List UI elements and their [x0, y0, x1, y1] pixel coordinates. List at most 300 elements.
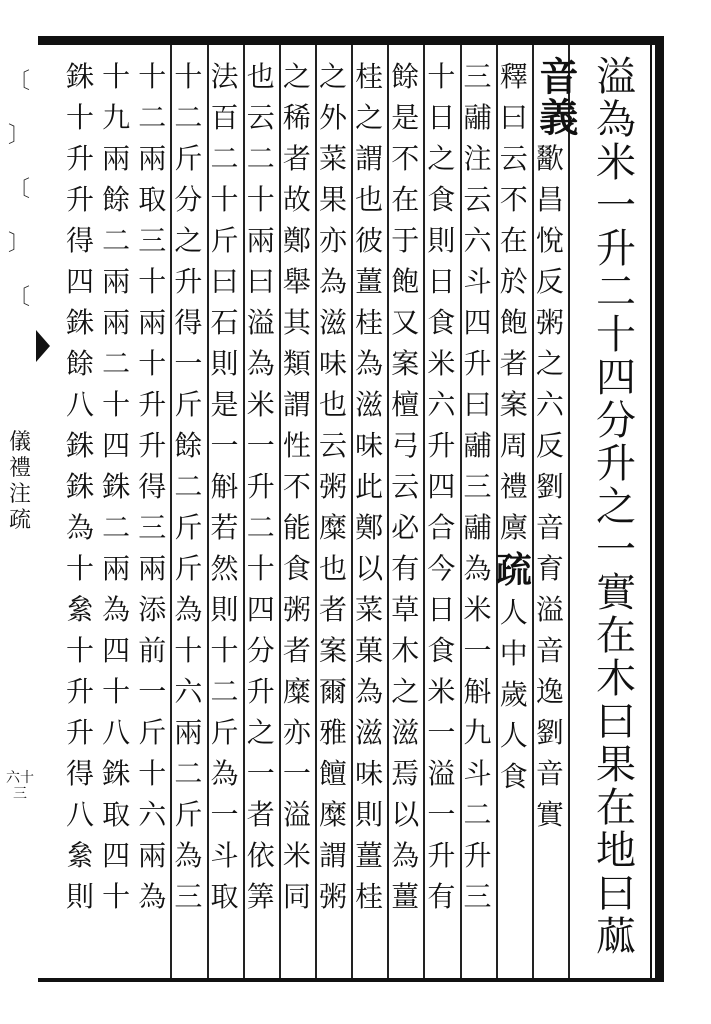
- character: 人: [499, 596, 528, 629]
- character: 音: [535, 511, 564, 544]
- character: 三: [174, 880, 203, 913]
- character: 不: [391, 142, 420, 175]
- character: 飽: [391, 265, 420, 298]
- character: 兩: [102, 552, 131, 585]
- character: 六: [174, 675, 203, 708]
- character: 實: [596, 570, 636, 616]
- character: 云: [246, 101, 275, 134]
- character: 四: [427, 470, 456, 503]
- character: 則: [355, 798, 384, 831]
- character: 十: [138, 60, 167, 93]
- character: 也: [318, 552, 347, 585]
- character: 米: [427, 675, 456, 708]
- character: 滋: [355, 388, 384, 421]
- character: 曰: [499, 101, 528, 134]
- character: 謂: [355, 142, 384, 175]
- character: 鬴: [463, 511, 492, 544]
- character: 歲: [499, 678, 528, 711]
- character: 銖: [102, 757, 131, 790]
- character: 取: [210, 880, 239, 913]
- character: 案: [499, 388, 528, 421]
- character: 為: [210, 757, 239, 790]
- character: 升: [463, 347, 492, 380]
- character: 餘: [174, 429, 203, 462]
- character: 餘: [102, 183, 131, 216]
- character: 味: [355, 757, 384, 790]
- character: 人: [499, 719, 528, 752]
- character: 四: [102, 839, 131, 872]
- character: 為: [355, 675, 384, 708]
- character: 食: [427, 183, 456, 216]
- character: 為: [596, 97, 636, 143]
- character: 十: [65, 552, 94, 585]
- character: 于: [391, 224, 420, 257]
- character: 銖: [102, 470, 131, 503]
- character: 者: [318, 593, 347, 626]
- text-column: [171, 56, 205, 917]
- text-column: [208, 56, 242, 917]
- character: 依: [246, 839, 275, 872]
- character: 十: [210, 183, 239, 216]
- margin-book-title: 儀禮注疏: [8, 430, 31, 533]
- character: 食: [499, 760, 528, 793]
- character: 溢: [596, 54, 636, 100]
- character: 食: [427, 306, 456, 339]
- character: 斤: [174, 388, 203, 421]
- character: 之: [596, 484, 636, 530]
- character: 爾: [318, 675, 347, 708]
- frame-right-border: [655, 36, 664, 982]
- character: 斛: [463, 675, 492, 708]
- character: 四: [102, 429, 131, 462]
- character: 音: [535, 634, 564, 667]
- character: 云: [318, 429, 347, 462]
- character: 草: [391, 593, 420, 626]
- character: 十: [427, 60, 456, 93]
- character: 一: [174, 347, 203, 380]
- character: 滋: [391, 716, 420, 749]
- character: 絫: [65, 839, 94, 872]
- character: 三: [463, 880, 492, 913]
- character: 於: [499, 265, 528, 298]
- character: 地: [596, 828, 636, 874]
- character: 兩: [138, 306, 167, 339]
- character: 一: [246, 757, 275, 790]
- character: 則: [65, 880, 94, 913]
- character: 劉: [535, 470, 564, 503]
- character: 鬴: [463, 429, 492, 462]
- character: 二: [596, 269, 636, 315]
- character: 為: [174, 839, 203, 872]
- character: 劉: [535, 716, 564, 749]
- character: 滋: [355, 716, 384, 749]
- character: 糜: [318, 511, 347, 544]
- character: 糜: [282, 675, 311, 708]
- character: 日: [427, 593, 456, 626]
- character: 一: [210, 798, 239, 831]
- character: 能: [282, 511, 311, 544]
- character: 弓: [391, 429, 420, 462]
- character: 故: [282, 183, 311, 216]
- character: 二: [210, 142, 239, 175]
- character: 之: [282, 60, 311, 93]
- character: 八: [65, 798, 94, 831]
- character: 二: [102, 347, 131, 380]
- character: 檀: [391, 388, 420, 421]
- character: 升: [138, 429, 167, 462]
- character: 為: [318, 265, 347, 298]
- character: 一: [246, 429, 275, 462]
- character: 九: [463, 716, 492, 749]
- character: 為: [65, 511, 94, 544]
- character: 十: [210, 634, 239, 667]
- character: 稀: [282, 101, 311, 134]
- character: 逸: [535, 675, 564, 708]
- character: 四: [102, 634, 131, 667]
- character: 兩: [102, 142, 131, 175]
- character: 為: [138, 880, 167, 913]
- text-column: [280, 56, 314, 917]
- character: 分: [246, 634, 275, 667]
- character: 斤: [210, 716, 239, 749]
- character: 一: [138, 675, 167, 708]
- character: 餘: [65, 347, 94, 380]
- character: 升: [65, 675, 94, 708]
- character: 十: [102, 880, 131, 913]
- character: 木: [596, 656, 636, 702]
- character: 米: [463, 593, 492, 626]
- character: 禮: [499, 470, 528, 503]
- frame-bottom-border: [38, 978, 664, 982]
- character: 焉: [391, 757, 420, 790]
- character: 溢: [535, 593, 564, 626]
- character: 有: [427, 880, 456, 913]
- character: 云: [499, 142, 528, 175]
- character: 兩: [138, 839, 167, 872]
- character: 斗: [210, 839, 239, 872]
- character: 粥: [318, 880, 347, 913]
- character: 取: [102, 798, 131, 831]
- character: 六: [138, 798, 167, 831]
- character: 廪: [499, 511, 528, 544]
- character: 二: [102, 224, 131, 257]
- text-column: [352, 56, 386, 917]
- character: 米: [427, 347, 456, 380]
- character: 一: [596, 527, 636, 573]
- character: 悅: [535, 224, 564, 257]
- character: 兩: [138, 142, 167, 175]
- character: 薑: [355, 265, 384, 298]
- character: 中: [499, 637, 528, 670]
- text-column: [244, 56, 278, 917]
- character: 其: [282, 306, 311, 339]
- character: 四: [246, 593, 275, 626]
- character: 兩: [102, 265, 131, 298]
- character: 亦: [282, 716, 311, 749]
- character: 升: [596, 441, 636, 487]
- character: 十: [102, 60, 131, 93]
- character: 鄭: [282, 224, 311, 257]
- character: 雅: [318, 716, 347, 749]
- character: 添: [138, 593, 167, 626]
- character: 曰: [210, 265, 239, 298]
- character: 十: [596, 312, 636, 358]
- character: 外: [318, 101, 347, 134]
- shu-header: 疏: [495, 549, 532, 591]
- character: 此: [355, 470, 384, 503]
- character: 日: [427, 101, 456, 134]
- character: 彼: [355, 224, 384, 257]
- character: 十: [102, 388, 131, 421]
- character: 食: [427, 634, 456, 667]
- character: 銖: [65, 470, 94, 503]
- character: 十: [246, 552, 275, 585]
- character: 周: [499, 429, 528, 462]
- character: 兩: [138, 552, 167, 585]
- character: 銖: [65, 306, 94, 339]
- character: 四: [596, 355, 636, 401]
- character: 者: [282, 142, 311, 175]
- character: 菜: [355, 593, 384, 626]
- character: 得: [65, 224, 94, 257]
- character: 粥: [318, 470, 347, 503]
- character: 十: [102, 675, 131, 708]
- character: 取: [138, 183, 167, 216]
- character: 法: [210, 60, 239, 93]
- character: 三: [463, 60, 492, 93]
- character: 斤: [174, 798, 203, 831]
- character: 薑: [355, 839, 384, 872]
- character: 筭: [246, 880, 275, 913]
- character: 謂: [282, 388, 311, 421]
- character: 曰: [596, 699, 636, 745]
- character: 同: [282, 880, 311, 913]
- character: 斤: [174, 142, 203, 175]
- character: 若: [210, 511, 239, 544]
- character: 斗: [463, 265, 492, 298]
- character: 合: [427, 511, 456, 544]
- character: 十: [65, 101, 94, 134]
- character: 也: [318, 388, 347, 421]
- character: 果: [596, 742, 636, 788]
- margin-top-marks: 〔 〕 〔 〕 〔: [7, 69, 30, 310]
- character: 是: [391, 101, 420, 134]
- character: 以: [391, 798, 420, 831]
- text-column-main: [585, 56, 647, 959]
- margin-page-number: 六十三: [6, 770, 34, 802]
- character: 育: [535, 552, 564, 585]
- character: 升: [65, 716, 94, 749]
- character: 六: [535, 388, 564, 421]
- character: 鄭: [355, 511, 384, 544]
- character: 釋: [499, 60, 528, 93]
- character: 蓏: [596, 914, 636, 960]
- character: 十: [174, 60, 203, 93]
- character: 粥: [535, 306, 564, 339]
- character: 得: [174, 306, 203, 339]
- character: 日: [427, 265, 456, 298]
- yinyi-header: 音義: [532, 56, 579, 138]
- character: 斤: [174, 552, 203, 585]
- fishtail-mark: [36, 330, 50, 362]
- character: 十: [138, 347, 167, 380]
- character: 飽: [499, 306, 528, 339]
- character: 菓: [355, 634, 384, 667]
- character: 十: [138, 757, 167, 790]
- character: 銖: [65, 60, 94, 93]
- character: 米: [282, 839, 311, 872]
- character: 斤: [174, 511, 203, 544]
- character: 則: [427, 224, 456, 257]
- character: 又: [391, 306, 420, 339]
- character: 二: [174, 470, 203, 503]
- character: 十: [246, 183, 275, 216]
- character: 升: [427, 429, 456, 462]
- text-column-yinyi: [532, 56, 579, 835]
- character: 升: [427, 839, 456, 872]
- character: 十: [174, 634, 203, 667]
- character: 百: [210, 101, 239, 134]
- character: 曰: [596, 871, 636, 917]
- character: 二: [174, 757, 203, 790]
- character: 餘: [391, 60, 420, 93]
- character: 一: [427, 716, 456, 749]
- text-column-overflow: [63, 56, 97, 917]
- character: 三: [138, 511, 167, 544]
- character: 有: [391, 552, 420, 585]
- text-column-shu: [497, 56, 531, 797]
- character: 為: [246, 347, 275, 380]
- character: 木: [391, 634, 420, 667]
- character: 八: [102, 716, 131, 749]
- character: 也: [355, 183, 384, 216]
- character: 兩: [246, 224, 275, 257]
- character: 一: [282, 757, 311, 790]
- character: 二: [463, 798, 492, 831]
- character: 糜: [318, 798, 347, 831]
- character: 類: [282, 347, 311, 380]
- character: 然: [210, 552, 239, 585]
- character: 二: [138, 101, 167, 134]
- character: 在: [596, 785, 636, 831]
- character: 升: [65, 183, 94, 216]
- character: 之: [318, 60, 347, 93]
- text-column-overflow: [99, 56, 133, 917]
- character: 菜: [318, 142, 347, 175]
- text-column: [461, 56, 495, 917]
- character: 一: [210, 429, 239, 462]
- character: 米: [246, 388, 275, 421]
- character: 兩: [102, 306, 131, 339]
- character: 者: [499, 347, 528, 380]
- character: 絫: [65, 593, 94, 626]
- character: 之: [174, 224, 203, 257]
- text-column: [316, 56, 350, 917]
- character: 粥: [282, 593, 311, 626]
- character: 者: [282, 634, 311, 667]
- character: 歠: [535, 142, 564, 175]
- character: 三: [463, 470, 492, 503]
- character: 之: [355, 101, 384, 134]
- character: 升: [596, 226, 636, 272]
- character: 十: [65, 634, 94, 667]
- character: 升: [138, 388, 167, 421]
- frame-top-border: [38, 36, 664, 45]
- character: 二: [246, 511, 275, 544]
- character: 滋: [318, 306, 347, 339]
- character: 前: [138, 634, 167, 667]
- character: 在: [499, 224, 528, 257]
- character: 是: [210, 388, 239, 421]
- character: 得: [138, 470, 167, 503]
- character: 不: [282, 470, 311, 503]
- character: 食: [282, 552, 311, 585]
- frame-right-inner-border: [650, 45, 652, 978]
- text-column: [388, 56, 422, 917]
- character: 二: [210, 675, 239, 708]
- character: 銖: [65, 429, 94, 462]
- character: 分: [174, 183, 203, 216]
- character: 曰: [463, 388, 492, 421]
- character: 升: [65, 142, 94, 175]
- character: 云: [463, 183, 492, 216]
- character: 也: [246, 60, 275, 93]
- character: 溢: [427, 757, 456, 790]
- character: 必: [391, 511, 420, 544]
- character: 音: [535, 757, 564, 790]
- character: 之: [535, 347, 564, 380]
- character: 曰: [246, 265, 275, 298]
- character: 之: [391, 675, 420, 708]
- character: 薑: [391, 880, 420, 913]
- character: 十: [138, 265, 167, 298]
- character: 反: [535, 429, 564, 462]
- character: 一: [427, 798, 456, 831]
- column-divider: [568, 45, 570, 978]
- character: 云: [391, 470, 420, 503]
- character: 之: [427, 142, 456, 175]
- character: 四: [65, 265, 94, 298]
- character: 斤: [138, 716, 167, 749]
- character: 石: [210, 306, 239, 339]
- character: 在: [596, 613, 636, 659]
- character: 為: [355, 347, 384, 380]
- character: 升: [246, 675, 275, 708]
- character: 二: [174, 101, 203, 134]
- character: 二: [102, 511, 131, 544]
- character: 以: [355, 552, 384, 585]
- character: 為: [463, 552, 492, 585]
- character: 升: [174, 265, 203, 298]
- character: 斗: [463, 757, 492, 790]
- character: 謂: [318, 839, 347, 872]
- character: 舉: [282, 265, 311, 298]
- character: 斤: [210, 224, 239, 257]
- character: 注: [463, 142, 492, 175]
- character: 之: [246, 716, 275, 749]
- character: 三: [138, 224, 167, 257]
- character: 今: [427, 552, 456, 585]
- character: 不: [499, 183, 528, 216]
- text-column: [135, 56, 169, 917]
- text-column: [424, 56, 458, 917]
- character: 桂: [355, 880, 384, 913]
- character: 在: [391, 183, 420, 216]
- character: 米: [596, 140, 636, 186]
- character: 性: [282, 429, 311, 462]
- character: 案: [391, 347, 420, 380]
- character: 斛: [210, 470, 239, 503]
